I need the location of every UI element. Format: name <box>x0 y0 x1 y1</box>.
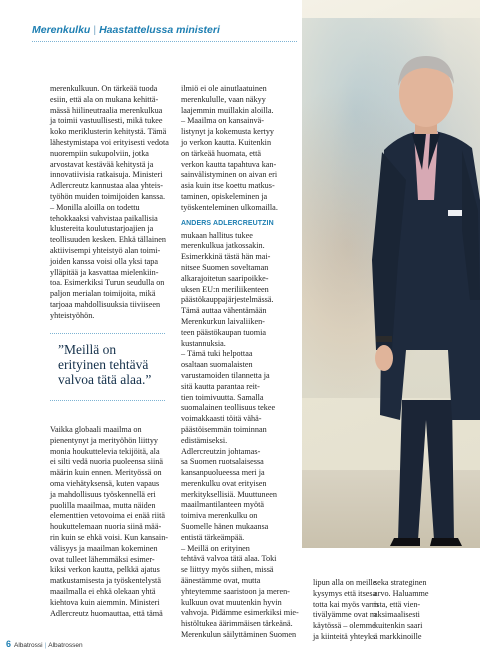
text-line: nitsee Suomen soveltaman <box>181 262 269 272</box>
text-line: ovat tulleet lähemmäksi esimer- <box>50 554 155 564</box>
byline-name: ANDERS ADLERCREUTZIN <box>181 219 274 227</box>
pull-quote-line: valvoa tätä alaa.” <box>58 372 152 387</box>
text-line: asia kuin itse koettu matkus- <box>181 181 275 191</box>
text-line: aksimaalisesti <box>374 610 420 620</box>
text-line: tehtävä valvoa tätä alaa. Toki <box>181 554 277 564</box>
text-line: oma viehätyksensä, kuten vapaus <box>50 478 160 488</box>
text-line: on tärkeää huomata, että <box>181 148 262 158</box>
footer-separator: | <box>44 642 47 649</box>
text-line: monia houkuttelevia tekijöitä, ala <box>50 446 160 456</box>
text-line: arvo. Haluamme <box>374 588 429 598</box>
text-line: jo verkon kautta. Kuitenkin <box>181 137 272 147</box>
text-line: merenkulku ovat erityisen <box>181 478 267 488</box>
article-column-3-right <box>374 578 474 643</box>
text-line: tehokkaaksi vahvistaa paikallisia <box>50 213 158 223</box>
text-line: nuorempiin sukupolviin, jotka <box>50 148 149 158</box>
text-line: uksen EU:n meriliikenteen <box>181 284 269 294</box>
text-line: ylläpitää ja kasvattaa mielenkiin- <box>50 267 159 277</box>
text-line: esiin, että ala on mukana kehittä- <box>50 94 159 104</box>
text-line: houkuttelemaan nuoria siinä mää- <box>50 522 162 532</box>
man-in-suit-figure <box>302 0 480 548</box>
pull-quote-bottom-rule <box>50 400 165 401</box>
text-line: mässä hiilineutraalia merenkulkua <box>50 105 163 115</box>
text-line: osaltaan suomalaisten <box>181 360 253 370</box>
text-line: Esimerkkinä tästä hän mai- <box>181 252 271 262</box>
text-line: Adlercreutz huomauttaa, että tämä <box>50 608 163 618</box>
article-column-1 <box>50 84 170 322</box>
text-line: laajemmin muillakin aloilla. <box>181 105 274 115</box>
text-line: työhön muiden toimijoiden kanssa. <box>50 191 166 201</box>
text-line: teollisuuden kesken. Ehkä tällainen <box>50 235 166 245</box>
text-line: merenkululle, vaan näkyy <box>181 94 266 104</box>
text-line: teen päästökaupan tuomia <box>181 327 267 337</box>
text-line: alkarajoitetun saaripoikke- <box>181 273 269 283</box>
text-line: rin kuin se ehkä voisi. Kun kansain- <box>50 532 169 542</box>
text-line: vahvoja. Pidämme esimerkiksi mie- <box>181 608 299 618</box>
text-line: käytössä – olemme <box>313 621 376 631</box>
column-2-intro <box>181 84 301 214</box>
pull-quote <box>58 342 168 387</box>
text-line: ja mahdollisuus työskennellä eri <box>50 489 156 499</box>
text-line: työskenteleminen ulkomailla. <box>181 202 278 212</box>
magazine-name-swedish: Albatrossen <box>48 642 83 649</box>
text-line: seka strateginen <box>374 578 427 587</box>
text-line: elementtien vetovoima ei enää riitä <box>50 511 166 521</box>
text-line: Adlercreutz kannustaa alaa yhteis- <box>50 181 163 191</box>
text-line: kuitenkin saari <box>374 621 423 631</box>
text-line: se liittyy myös siihen, missä <box>181 565 274 575</box>
text-line: suomalainen teollisuus tekee <box>181 403 276 413</box>
page-footer <box>6 639 83 651</box>
article-column-2 <box>181 84 301 641</box>
magazine-name: Albatrossi <box>14 642 43 649</box>
text-line: joiden kanssa voisi olla yksi tapa <box>50 256 159 266</box>
text-line: tarjoaa mahdollisuuksia tiiviiseen <box>50 299 161 309</box>
text-line: päästökauppajärjestelmässä. <box>181 295 274 305</box>
text-line: varustamoiden tilannetta ja <box>181 370 270 380</box>
text-line: määrin kuin ennen. Merityössä on <box>50 468 162 478</box>
pull-quote-top-rule <box>50 333 165 334</box>
text-line: matkustamisesta ja työskentelystä <box>50 576 161 586</box>
text-line: kiehtova kuin aiemmin. Ministeri <box>50 597 160 607</box>
text-line: verkon kautta tapahtuva kan- <box>181 159 277 169</box>
text-line: histöltukea äärimmäisen tärkeänä. <box>181 619 293 629</box>
text-line: välisyys ja maailman kokeminen <box>50 543 158 553</box>
text-line: Adlercreutzin johtamas- <box>181 446 261 456</box>
article-column-1-continued <box>50 425 170 619</box>
text-line: kansanpuolueessa meri ja <box>181 468 265 478</box>
pull-quote-line: erityinen tehtävä <box>58 357 149 372</box>
text-line: – Meillä on erityinen <box>181 543 250 553</box>
text-line: paljon merialan toimijoita, mikä <box>50 289 156 299</box>
text-line: listynyt ja kokemusta kertyy <box>181 127 275 137</box>
text-line: kysymys että itsesa <box>313 588 377 598</box>
page-number: 6 <box>6 639 12 649</box>
text-line: taminen, opiskeleminen ja <box>181 191 268 201</box>
text-line: ä markkinoille <box>374 631 422 641</box>
text-line: edistämiseksi. <box>181 435 228 445</box>
text-line: sitä kautta parantaa reit- <box>181 381 260 391</box>
section-header <box>32 24 220 38</box>
text-line: koko meriklusterin kehitystä. Tämä <box>50 127 167 137</box>
text-line: ista, että vien- <box>374 599 421 609</box>
section-title: Merenkulku <box>32 24 91 36</box>
text-line: aktiivisempi yhteistyö alan toimi- <box>50 245 161 255</box>
text-line: pienentynyt ja merityöhön liittyy <box>50 435 159 445</box>
text-line: sainvälistyminen on aivan eri <box>181 170 278 180</box>
text-line: Vaikka globaali maailma on <box>50 425 142 434</box>
text-line: ilmiö ei ole ainutlaatuinen <box>181 84 267 93</box>
text-line: kustannuksia. <box>181 338 226 348</box>
text-line: lipun alla on meille <box>313 578 377 587</box>
text-line: arvostavat kestävää kehitystä ja <box>50 159 154 169</box>
text-line: ja kiinteitä yhteyks <box>313 631 376 641</box>
text-line: tivälyämme ovat m <box>313 610 377 620</box>
pull-quote-line: ”Meillä on <box>58 342 117 357</box>
text-line: päästöisemmän toiminnan <box>181 424 267 434</box>
text-line: merenkulkuun. On tärkeää tuoda <box>50 84 158 93</box>
text-line: Tämä auttaa vähentämään <box>181 306 267 316</box>
text-line: entistä tärkeämpää. <box>181 532 245 542</box>
subsection-title: Haastattelussa ministeri <box>99 24 220 36</box>
text-line: sa Suomen ruotsalaisessa <box>181 457 264 467</box>
text-line: Merenkurkun laivaliiken- <box>181 316 265 326</box>
text-line: kiksi verkon kautta, pelkkä ajatus <box>50 565 160 575</box>
text-line: merkityksellisiä. Muuttuneen <box>181 489 277 499</box>
text-line: äänestämme ovat, mutta <box>181 576 261 586</box>
text-line: tien toimivuutta. Samalla <box>181 392 264 402</box>
text-line: totta kai myös varm <box>313 599 379 609</box>
text-line: – Tämä tuki helpottaa <box>181 349 253 359</box>
text-line: toimiva merenkulku on <box>181 511 258 521</box>
text-line: puolilla maailmaa, mutta näiden <box>50 500 156 510</box>
text-line: voimakkaasti töitä vähä- <box>181 414 262 424</box>
text-line: klustereita koulutustarjoajien ja <box>50 224 154 234</box>
column-2-body <box>181 231 301 641</box>
text-line: – Monilla aloilla on todettu <box>50 202 140 212</box>
text-line: kulkuun ovat muutenkin hyvin <box>181 597 282 607</box>
text-line: yhteytemme saaristoon ja meren- <box>181 586 290 596</box>
portrait-photo <box>302 0 480 548</box>
text-line: yhteistyöhön. <box>50 310 95 320</box>
header-separator: | <box>93 24 97 36</box>
text-line: Merenkulun säilyttäminen Suomen <box>181 630 297 640</box>
header-divider <box>32 41 297 42</box>
text-line: merenkulkua jatkossakin. <box>181 241 265 251</box>
text-line: mukaan hallitus tukee <box>181 230 253 240</box>
text-line: ei silti vedä nuoria puoleensa siinä <box>50 457 164 467</box>
text-line: ja toimii vastuullisesti, mikä tukee <box>50 116 163 126</box>
text-line: – Maailma on kansainvä- <box>181 116 264 126</box>
text-line: toa. Esimerkiksi Turun seudulla on <box>50 278 165 288</box>
text-line: Suomelle hänen mukaansa <box>181 522 269 532</box>
text-line: maailmantilanteen myötä <box>181 500 264 510</box>
text-line: maailmalla ei ehkä olekaan yhtä <box>50 586 156 596</box>
text-line: lähestymistapa voi erityisesti vedota <box>50 137 169 147</box>
text-line: innovatiivisia ratkaisuja. Ministeri <box>50 170 163 180</box>
